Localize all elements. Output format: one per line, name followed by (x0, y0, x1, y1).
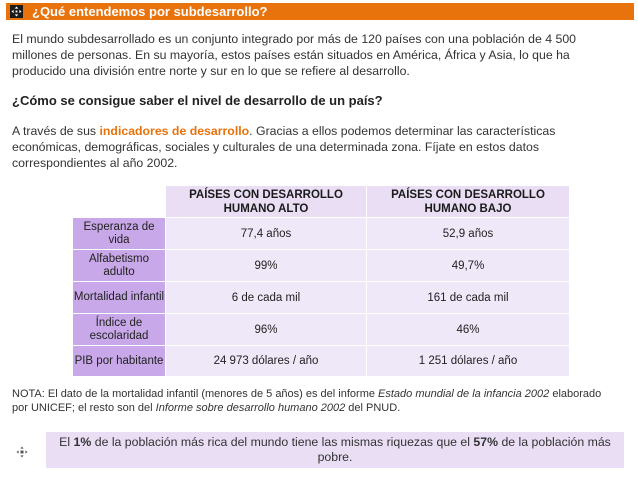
row-header-infant-mortality: Mortalidad infantil (73, 282, 166, 314)
table-row (73, 250, 570, 282)
table-cell: 52,9 años (367, 218, 570, 250)
column-header-high: PAÍSES CON DESARROLLO HUMANO ALTO (166, 186, 367, 218)
callout-highlight: 57% (473, 435, 499, 449)
table-row (73, 346, 570, 377)
callout-text (46, 435, 624, 465)
table-cell: 49,7% (367, 250, 570, 282)
indicators-suffix: . Gracias a ellos podemos determinar las características económicas, demográficas, sociales y culturales de una determinada zona. Fíjate en estos datos correspondientes al año 2002. (12, 124, 556, 170)
section-header-bar (6, 3, 634, 20)
row-header-schooling: Índice de escolaridad (73, 314, 166, 346)
row-header-life-expectancy: Esperanza de vida (73, 218, 166, 250)
intro-paragraph: El mundo subdesarrollado es un conjunto integrado por más de 120 países con una población de 4 500 millones de personas. En su mayoría, estos países están situados en América, África y Asia, lo que ha producido una división entre norte y sur en lo que se refiere al desarrollo. (12, 32, 576, 78)
table-cell: 24 973 dólares / año (166, 346, 367, 377)
table-cell: 161 de cada mil (367, 282, 570, 314)
move-cross-icon (16, 445, 28, 457)
table-row (73, 218, 570, 250)
source-note (12, 387, 617, 415)
indicators-highlight: indicadores de desarrollo (99, 124, 250, 138)
row-header-literacy: Alfabetismo adulto (73, 250, 166, 282)
table-row (73, 282, 570, 314)
table-cell: 96% (166, 314, 367, 346)
table-cell: 99% (166, 250, 367, 282)
table-cell: 46% (367, 314, 570, 346)
column-header-low: PAÍSES CON DESARROLLO HUMANO BAJO (367, 186, 570, 218)
section-title: ¿Qué entendemos por subdesarrollo? (32, 4, 268, 19)
callout-text-part: de la población más pobre. (317, 435, 611, 464)
row-header-gdp-per-capita: PIB por habitante (73, 346, 166, 377)
development-indicators-table (72, 185, 570, 377)
callout-highlight: 1% (73, 435, 92, 449)
indicators-prefix: A través de sus (12, 124, 100, 138)
note-text: elaborado por UNICEF; el resto son del (12, 388, 602, 414)
table-cell: 77,4 años (166, 218, 367, 250)
subheading-question: ¿Cómo se consigue saber el nivel de desarrollo de un país? (12, 93, 383, 108)
table-corner (73, 186, 166, 218)
callout-box (46, 432, 624, 468)
note-text: NOTA: El dato de la mortalidad infantil (menores de 5 años) es del informe (12, 388, 379, 400)
callout-text-part: de la población más rica del mundo tiene las mismas riquezas que el (91, 435, 474, 449)
callout-text-part: El (59, 435, 74, 449)
indicators-paragraph (12, 123, 624, 171)
note-source-title: Estado mundial de la infancia 2002 (378, 388, 550, 400)
table-cell: 6 de cada mil (166, 282, 367, 314)
table-row (73, 314, 570, 346)
table-cell: 1 251 dólares / año (367, 346, 570, 377)
note-source-title: Informe sobre desarrollo humano 2002 (155, 402, 346, 414)
move-cross-icon (10, 5, 23, 18)
note-text: del PNUD. (345, 402, 401, 414)
